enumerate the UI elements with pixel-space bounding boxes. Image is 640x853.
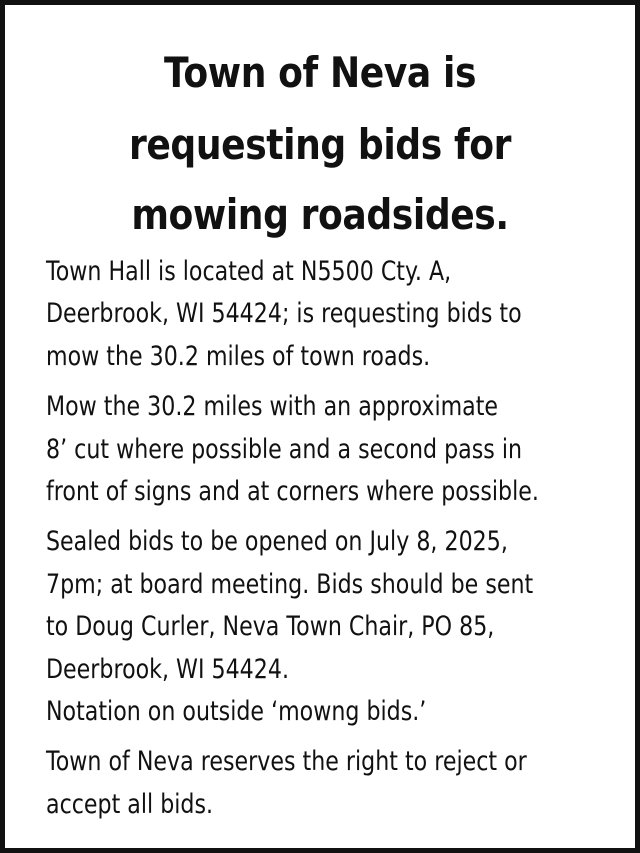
bid-details-line-1: Sealed bids to be opened on July 8, 2025, bbox=[46, 526, 508, 557]
location-line-3: mow the 30.2 miles of town roads. bbox=[46, 341, 431, 372]
headline-line-3: mowing roadsides. bbox=[131, 190, 509, 239]
rights-line-1: Town of Neva reserves the right to reject or bbox=[46, 746, 527, 777]
rights-line-2: accept all bids. bbox=[46, 789, 214, 820]
bid-details-line-4: Deerbrook, WI 54424. bbox=[46, 654, 289, 685]
headline-line-1: Town of Neva is bbox=[163, 48, 477, 97]
bid-details-line-3: to Doug Curler, Neva Town Chair, PO 85, bbox=[46, 611, 495, 642]
scope-line-2: 8’ cut where possible and a second pass in bbox=[46, 434, 523, 465]
location-line-2: Deerbrook, WI 54424; is requesting bids to bbox=[46, 298, 522, 329]
notation-line: Notation on outside ‘mowng bids.’ bbox=[46, 696, 427, 727]
scope-line-3: front of signs and at corners where possible. bbox=[46, 476, 539, 507]
scope-line-1: Mow the 30.2 miles with an approximate bbox=[46, 391, 499, 422]
location-line-1: Town Hall is located at N5500 Cty. A, bbox=[46, 256, 452, 287]
bid-details-line-2: 7pm; at board meeting. Bids should be sent bbox=[46, 569, 534, 600]
headline-line-2: requesting bids for bbox=[128, 120, 512, 169]
